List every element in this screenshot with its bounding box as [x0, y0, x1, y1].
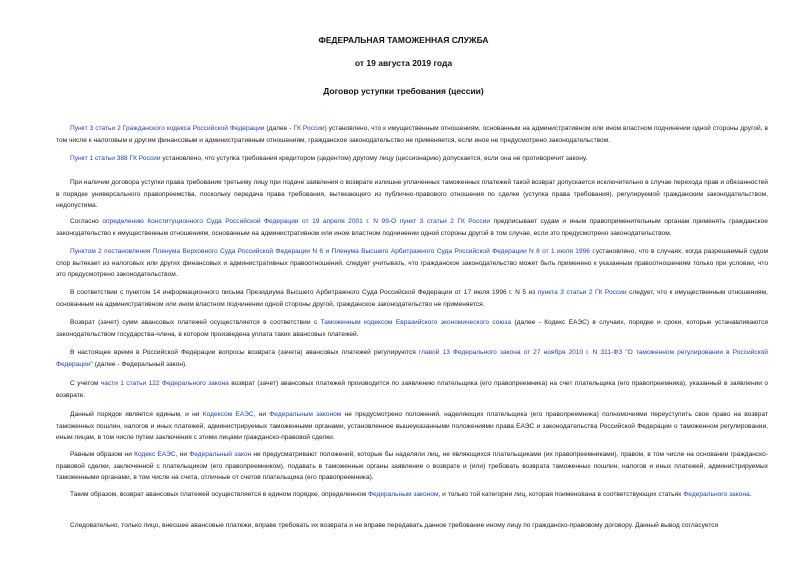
paragraph-text: , ни	[253, 411, 270, 418]
paragraph-6	[56, 287, 768, 310]
paragraph-text: г.установлено, что в случаях, когда разрешаемый судом спор вытекает из налоговых или других финансовых и административных правоотношений, следует учитывать, что гражданское законодательство может быть применено к указанным правоотношениям только при условии, что это предусмотрено законодательством.	[56, 248, 768, 279]
paragraph-3	[56, 177, 768, 212]
paragraph-text: (далее - Федеральный закон).	[92, 360, 188, 368]
paragraph-5	[56, 246, 768, 281]
paragraph-text: не предусмотрено положений, наделяющих плательщика (его правопреемника) полномочиями переуступить свое право на возврат таможенных пошлин, налогов и иных платежей, администрируемых таможенными органами, установленное вышеуказанными положениями права ЕАЭС и законодательства Российской Федерации о таможенном регулировании, иным лицам, в том числе путем заключения с этими лицами гражданско-правовой сделки.	[56, 411, 768, 442]
paragraph-text: .	[749, 491, 752, 498]
paragraph-text: установлено, что уступка требования кредитором (цедентом) другому лицу (цессионарию) допускается, если она не противоречит закону.	[160, 155, 588, 162]
paragraph-text: предписывает судам и иным правоприменительным органам применять гражданское законодательство к имущественным отношениям, основанным на административном или ином властном подчинении одной стороны другой в том случае, если это предусмотрено законодательством.	[56, 218, 768, 237]
paragraph-text: возврат (зачет) авансовых платежей производится по заявлению плательщика (его правопреемника) на счет плательщика (его правопреемника), указанный в заявлении о возврате.	[56, 380, 768, 399]
legal-reference-link[interactable]: Кодекс ЕАЭС	[134, 451, 176, 458]
paragraph-1	[56, 123, 768, 146]
paragraph-text: В настоящее время в Российской Федерации вопросы возврата (зачета) авансовых платежей регулируются	[70, 349, 419, 356]
legal-reference-link[interactable]: главой 13 Федерального закона от 27 ноября 2010 г. N 311-ФЗ "О таможенном регулировании в Российской Федерации"	[56, 349, 768, 368]
legal-reference-link[interactable]: пункта 3 статьи 2 ГК России	[537, 289, 627, 296]
document-date: от 19 августа 2019 года	[354, 58, 453, 68]
legal-reference-link[interactable]: Пункт 3 статьи 2 Гражданского кодекса Российской Федерации	[70, 125, 265, 132]
legal-reference-link[interactable]: пункт 3 статьи 2 ГК России	[399, 218, 491, 225]
legal-reference-link[interactable]: Федеральный закон	[189, 451, 252, 458]
legal-reference-link[interactable]: Пунктом 2 постановления Пленума Верховного Суда Российской Федерации N 6 и Пленума Высшего Арбитражного Суда Российской Федерации N 8 от 1 июля 1996	[70, 248, 590, 255]
paragraph-text: следует, что к имущественным отношениям, основанным на административном или ином властном подчинении одной стороны другой, гражданское законодательство не применяется.	[56, 289, 768, 308]
legal-reference-link[interactable]: определению Конституционного Суда Российской Федерации от 19 апреля 2001 г. N 99-О	[102, 218, 397, 225]
paragraph-text: Данный порядок является единым, и ни	[70, 411, 203, 418]
paragraph-11	[56, 449, 768, 484]
legal-reference-link[interactable]: Федерального закона	[683, 491, 750, 498]
paragraph-text: (далее -	[264, 125, 294, 132]
document-agency: ФЕДЕРАЛЬНАЯ ТАМОЖЕННАЯ СЛУЖБА	[318, 35, 489, 45]
legal-reference-link[interactable]: части 1 статьи 122 Федерального закона	[100, 380, 229, 387]
paragraph-4	[56, 216, 768, 239]
legal-reference-link[interactable]: Пункт 1 статьи 388 ГК России	[70, 155, 161, 162]
paragraph-text: В соответствии с пунктом 14 информационного письма Президиума Высшего Арбитражного Суда Российской Федерации от 17 июля 1996 г. N 5 из	[70, 289, 538, 296]
paragraph-7	[56, 317, 768, 340]
paragraph-text: Таким образом, возврат авансовых платежей осуществляется в едином порядке, определенном	[70, 491, 368, 498]
legal-reference-link[interactable]: Федеральным законом	[269, 411, 342, 418]
paragraph-text: Возврат (зачет) сумм авансовых платежей осуществляется в соответствии с	[70, 319, 321, 326]
paragraph-2	[56, 153, 768, 165]
legal-reference-link[interactable]: Федеральным законом	[367, 491, 439, 498]
paragraph-text: С учетом	[70, 380, 101, 387]
paragraph-text: Равным образом ни	[70, 451, 135, 458]
paragraph-text: (далее - Кодекс ЕАЭС) в случаях, порядке и сроки, которые устанавливаются законодательством государства-члена, в котором произведена уплата таких авансовых платежей.	[56, 319, 768, 338]
legal-reference-link[interactable]: ГК России	[293, 125, 325, 132]
paragraph-text: не предусматривают положений, которые бы наделяли лиц, не являющихся плательщиками (их правопреемниками), правом, в том числе на основании гражданско-правовой сделки, заключенной с плательщиком (его правопреемником), подавать в таможенные органы заявление о возврате и (или) требовать возврата таможенных пошлин, налогов и иных платежей, администрируемых таможенными органами, в том числе на счета, отличные от счетов плательщика (его правопреемника).	[56, 451, 768, 482]
paragraph-12	[56, 489, 768, 501]
paragraph-13	[56, 520, 768, 532]
paragraph-text: Следовательно, только лицо, внесшее авансовые платежи, вправе требовать их возврата и не вправе передавать данное требование иному лицу по гражданско-правовому договору. Данный вывод согласуется	[70, 522, 719, 529]
document-title: Договор уступки требования (цессии)	[323, 86, 484, 96]
paragraph-9	[56, 378, 768, 401]
legal-reference-link[interactable]: Кодексом ЕАЭС	[202, 411, 254, 418]
paragraph-8	[56, 347, 768, 370]
paragraph-text: При наличии договора уступки права требования третьему лицу при подаче заявления о возврате излишне уплаченных таможенных платежей такой возврат допускается исключительно в случае перехода прав и обязанностей в порядке универсального правопреемства, поскольку передача права требования, вытекающего из публично-правового отношения по сделке (уступка права требования), регулируемой гражданским законодательством, недопустима.	[56, 179, 768, 210]
legal-reference-link[interactable]: Таможенным кодексом Евразийского экономического союза	[320, 319, 512, 326]
paragraph-text: ) установлено, что к имущественным отношениям, основанным на административном или ином властном подчинении одной стороны другой, в том числе к налоговым и другим финансовым и административным отношениям, гражданское законодательство не применяется, если иное не предусмотрено законодательством.	[56, 125, 768, 144]
paragraph-10	[56, 409, 768, 444]
paragraph-text: , ни	[175, 451, 190, 458]
paragraph-text: Согласно	[70, 218, 103, 225]
paragraph-text: , и только той категории лиц, которая поименована в соответствующих статьях	[438, 491, 684, 498]
